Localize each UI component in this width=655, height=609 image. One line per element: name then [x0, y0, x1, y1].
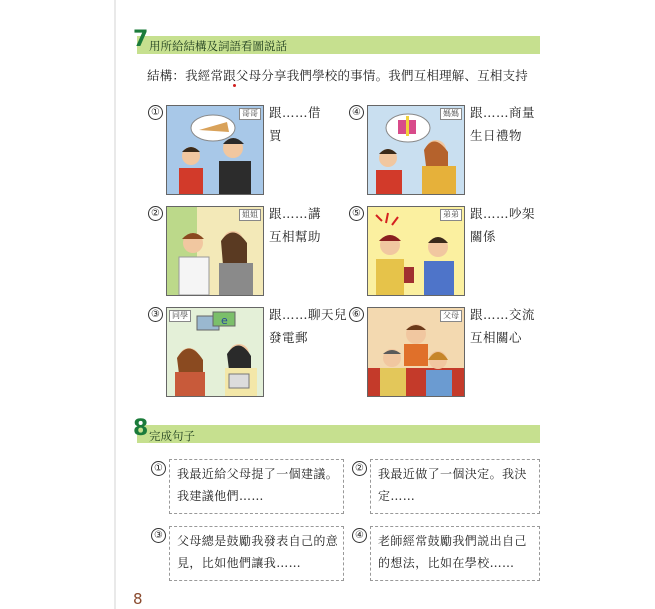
character-tag: 弟弟	[440, 209, 462, 221]
sentence-box-3	[169, 526, 344, 581]
section-8-bar	[137, 425, 540, 443]
structure-sentence: 結構：我經常跟父母分享我們學校的事情。我們互相理解、互相支持	[147, 68, 529, 83]
emphasis-dot	[233, 84, 236, 87]
illustration-1	[166, 105, 264, 195]
sentence-box-4	[370, 526, 540, 581]
character-tag: 媽媽	[440, 108, 462, 120]
sentence-number: ②	[352, 461, 367, 476]
character-tag: 父母	[440, 310, 462, 322]
svg-text:e: e	[221, 314, 228, 327]
item-hint: 跟……吵架 關係	[470, 206, 536, 244]
item-number: ①	[148, 105, 163, 120]
sentence-prompt: 老師經常鼓勵我們説出自己的想法，比如在學校……	[378, 534, 527, 570]
sentence-box-2	[370, 459, 540, 514]
sentence-prompt: 我最近給父母提了一個建議。我建議他們……	[177, 467, 339, 503]
illustration-6	[367, 307, 465, 397]
sentence-prompt: 我最近做了一個決定。我決定……	[378, 467, 527, 503]
item-hint: 跟……商量 生日禮物	[470, 105, 536, 143]
sentence-number: ④	[352, 528, 367, 543]
item-hint: 跟……講 互相幫助	[269, 206, 322, 244]
character-tag: 姐姐	[239, 209, 261, 221]
sentence-box-1	[169, 459, 344, 514]
illustration-2	[166, 206, 264, 296]
sentence-number: ①	[151, 461, 166, 476]
item-hint: 跟……交流 互相關心	[470, 307, 536, 345]
item-hint: 跟……聊天兒 發電郵	[269, 307, 348, 345]
section-8-title: 完成句子	[149, 429, 195, 443]
item-number: ④	[349, 105, 364, 120]
page-edge	[114, 0, 116, 609]
sentence-number: ③	[151, 528, 166, 543]
page-number: 8	[133, 590, 143, 608]
illustration-4	[367, 105, 465, 195]
illustration-5	[367, 206, 465, 296]
item-number: ③	[148, 307, 163, 322]
character-tag: 同學	[169, 310, 191, 322]
illustration-3	[166, 307, 264, 397]
item-number: ②	[148, 206, 163, 221]
section-7-number: 7	[133, 27, 149, 52]
sentence-prompt: 父母總是鼓勵我發表自己的意見，比如他們讓我……	[177, 534, 339, 570]
item-number: ⑥	[349, 307, 364, 322]
character-tag: 哥哥	[239, 108, 261, 120]
section-7-title: 用所給結構及詞語看圖説話	[149, 39, 287, 53]
section-8-number: 8	[133, 416, 149, 441]
item-hint: 跟……借 買	[269, 105, 322, 143]
item-number: ⑤	[349, 206, 364, 221]
